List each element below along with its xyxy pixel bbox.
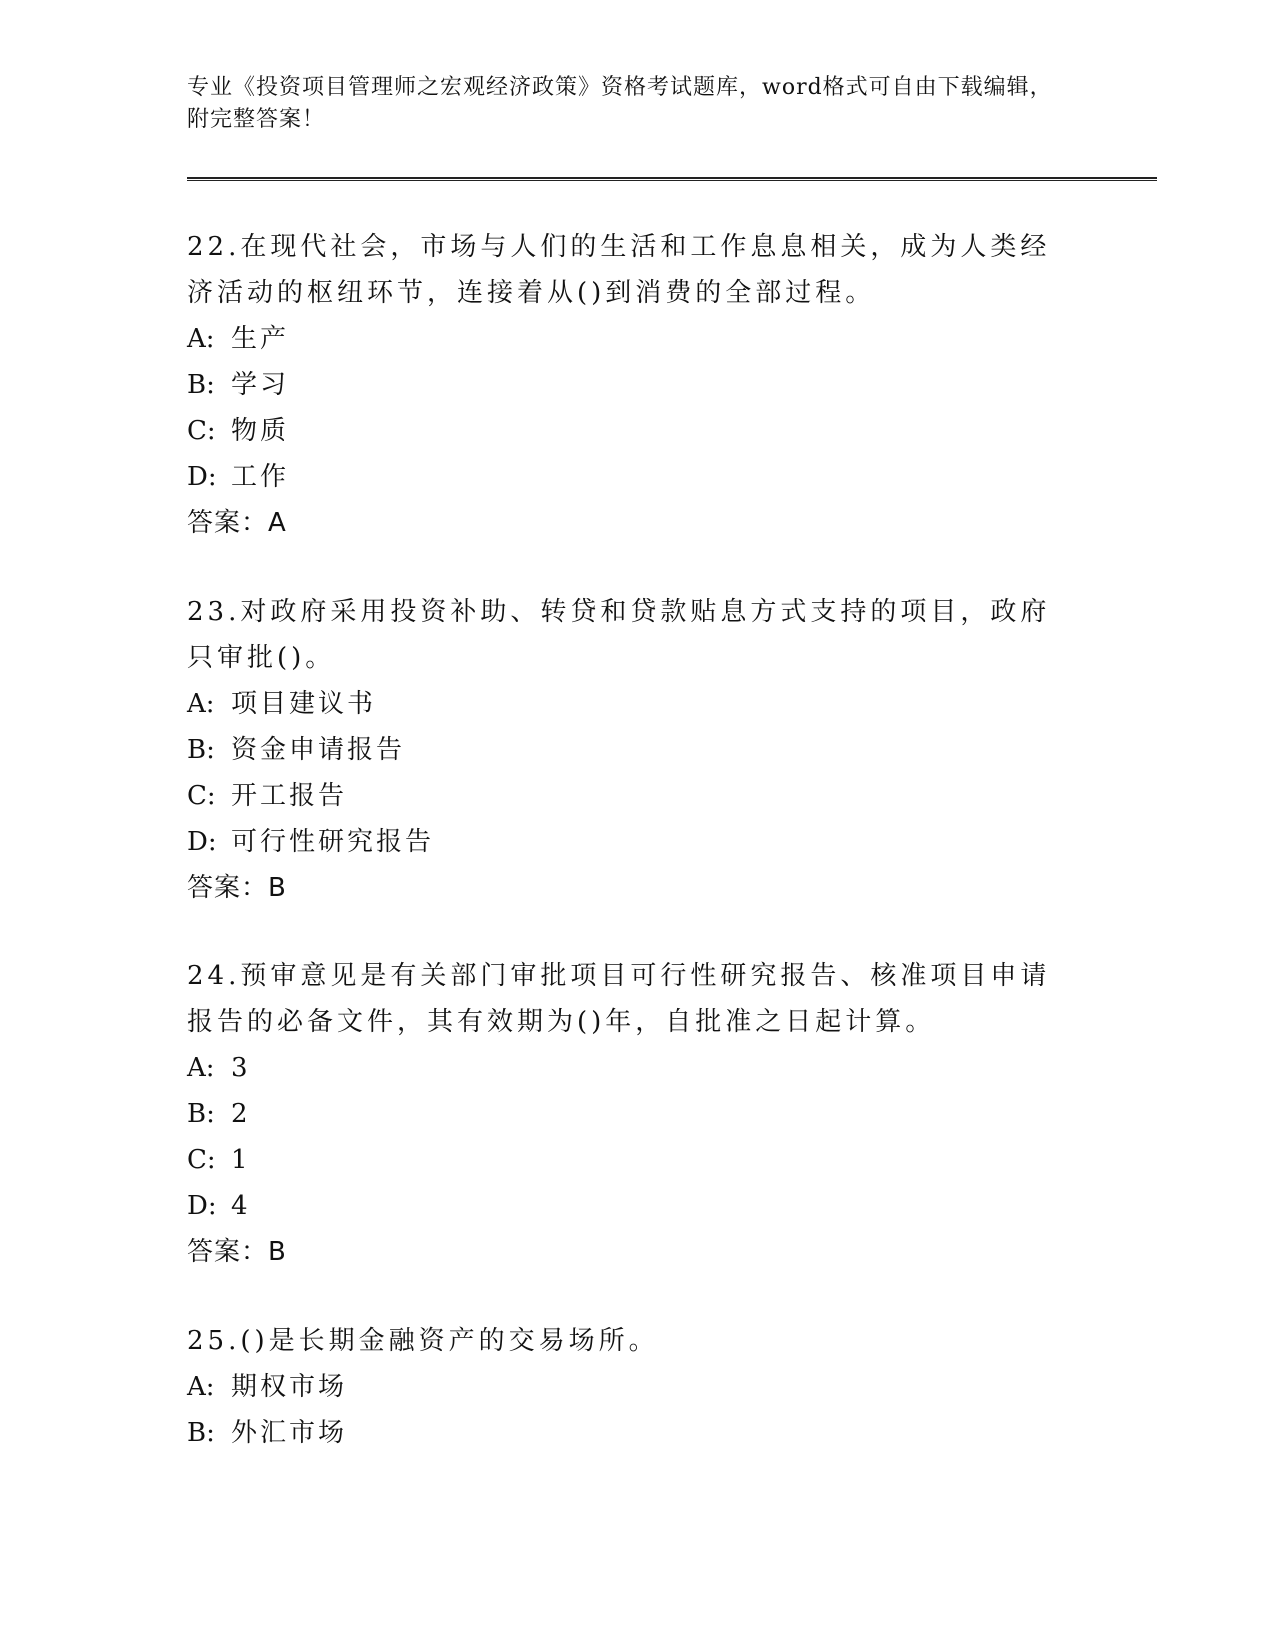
option-text: 工作 xyxy=(231,462,290,492)
question-stem: 24.预审意见是有关部门审批项目可行性研究报告、核准项目申请报告的必备文件，其有效期为()年，自批准之日起计算。 xyxy=(187,961,1051,1037)
option-letter: C: xyxy=(187,416,216,446)
question-stem: 25.()是长期金融资产的交易场所。 xyxy=(187,1326,659,1356)
header-divider xyxy=(187,177,1157,181)
option-item xyxy=(187,819,1067,865)
answer-line xyxy=(187,500,1067,546)
option-item xyxy=(187,1091,1067,1137)
answer-value: A xyxy=(268,508,286,538)
question-block xyxy=(187,953,1067,1275)
option-item xyxy=(187,773,1067,819)
option-text: 3 xyxy=(231,1053,251,1083)
question-stem: 23.对政府采用投资补助、转贷和贷款贴息方式支持的项目，政府只审批()。 xyxy=(187,597,1051,673)
option-letter: A: xyxy=(187,689,215,719)
option-letter: A: xyxy=(187,324,215,354)
option-item xyxy=(187,727,1067,773)
option-item xyxy=(187,1410,1067,1456)
option-item xyxy=(187,454,1067,500)
option-text: 资金申请报告 xyxy=(231,735,406,765)
answer-line xyxy=(187,865,1067,911)
question-stem: 22.在现代社会，市场与人们的生活和工作息息相关，成为人类经济活动的枢纽环节，连接着从()到消费的全部过程。 xyxy=(187,232,1051,308)
option-letter: C: xyxy=(187,781,216,811)
option-item xyxy=(187,362,1067,408)
option-letter: B: xyxy=(187,370,215,400)
option-text: 开工报告 xyxy=(231,781,348,811)
option-item xyxy=(187,408,1067,454)
option-item xyxy=(187,1045,1067,1091)
option-letter: D: xyxy=(187,827,217,857)
question-block xyxy=(187,224,1067,546)
answer-label: 答案： xyxy=(187,1237,269,1267)
question-block xyxy=(187,589,1067,911)
option-text: 期权市场 xyxy=(231,1372,348,1402)
option-letter: A: xyxy=(187,1372,215,1402)
option-text: 项目建议书 xyxy=(231,689,377,719)
option-text: 外汇市场 xyxy=(231,1418,348,1448)
option-letter: B: xyxy=(187,735,215,765)
option-item xyxy=(187,316,1067,362)
answer-value: B xyxy=(268,873,286,903)
option-letter: C: xyxy=(187,1145,216,1175)
option-letter: A: xyxy=(187,1053,215,1083)
option-item xyxy=(187,1183,1067,1229)
option-text: 2 xyxy=(231,1099,251,1129)
option-text: 4 xyxy=(231,1191,251,1221)
document-header: 专业《投资项目管理师之宏观经济政策》资格考试题库，word格式可自由下载编辑，附完整答案！ xyxy=(187,75,1053,132)
option-item xyxy=(187,681,1067,727)
option-text: 1 xyxy=(231,1145,251,1175)
option-text: 生产 xyxy=(231,324,290,354)
option-text: 物质 xyxy=(231,416,290,446)
option-letter: D: xyxy=(187,462,217,492)
option-letter: B: xyxy=(187,1418,215,1448)
option-letter: B: xyxy=(187,1099,215,1129)
answer-label: 答案： xyxy=(187,873,269,903)
question-block xyxy=(187,1318,1067,1456)
option-text: 可行性研究报告 xyxy=(231,827,435,857)
option-item xyxy=(187,1364,1067,1410)
answer-label: 答案： xyxy=(187,508,269,538)
option-item xyxy=(187,1137,1067,1183)
option-letter: D: xyxy=(187,1191,217,1221)
option-text: 学习 xyxy=(231,370,290,400)
answer-line xyxy=(187,1229,1067,1275)
answer-value: B xyxy=(268,1237,286,1267)
